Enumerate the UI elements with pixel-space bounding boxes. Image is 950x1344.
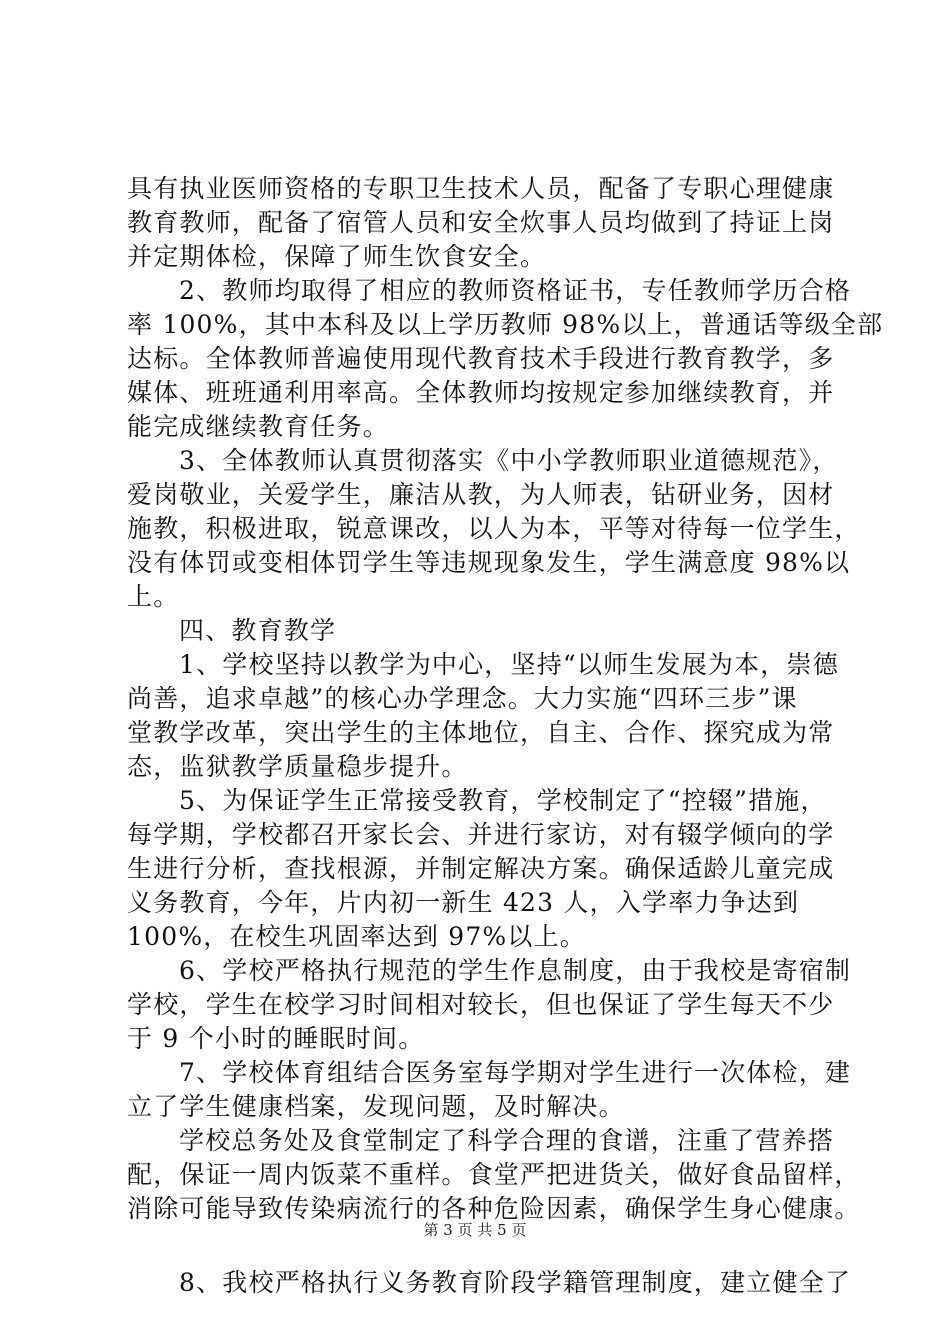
text-line: 于 9 个小时的睡眠时间。 [127,1024,425,1053]
paragraph [127,1266,852,1300]
paragraph [127,172,837,274]
text-line: 媒体、班班通利用率高。全体教师均按规定参加继续教育，并 [127,378,835,407]
text-line: 学校，学生在校学习时间相对较长，但也保证了学生每天不少 [127,990,835,1019]
text-line: 每学期，学校都召开家长会、并进行家访，对有辍学倾向的学 [127,820,835,849]
paragraph [127,1124,861,1226]
text-line: 5、为保证学生正常接受教育，学校制定了“控辍”措施， [179,786,827,815]
text-line: 2、教师均取得了相应的教师资格证书，专任教师学历合格 [179,276,852,305]
paragraph [127,648,837,784]
paragraph [127,954,852,1056]
text-line: 学校总务处及食堂制定了科学合理的食谱，注重了营养搭 [179,1126,835,1155]
page-number-footer: 第 3 页 共 5 页 [423,1221,527,1239]
text-line: 配，保证一周内饭菜不重样。食堂严把进货关，做好食品留样， [127,1160,861,1189]
text-line: 能完成继续教育任务。 [127,412,390,441]
text-line: 1、学校坚持以教学为中心，坚持“以师生发展为本，崇德 [179,650,839,679]
text-line: 教育教师，配备了宿管人员和安全炊事人员均做到了持证上岗 [127,208,835,237]
text-line: 达标。全体教师普遍使用现代教育技术手段进行教育教学，多 [127,344,835,373]
text-line: 态，监狱教学质量稳步提升。 [127,752,468,781]
text-line: 3、全体教师认真贯彻落实《中小学教师职业道德规范》， [179,446,839,475]
text-line: 上。 [127,582,180,611]
text-line: 7、学校体育组结合医务室每学期对学生进行一次体检，建 [179,1058,852,1087]
section-heading [127,614,837,648]
paragraph [127,784,837,954]
paragraph [127,1056,852,1124]
text-line: 生进行分析，查找根源，并制定解决方案。确保适龄儿童完成 [127,854,835,883]
document-body [127,172,884,1300]
paragraph [127,274,884,444]
text-line: 6、学校严格执行规范的学生作息制度，由于我校是寄宿制 [179,956,852,985]
text-line: 并定期体检，保障了师生饮食安全。 [127,242,547,271]
text-line: 堂教学改革，突出学生的主体地位，自主、合作、探究成为常 [127,718,835,747]
text-line: 施教，积极进取，锐意课改，以人为本，平等对待每一位学生， [127,514,861,543]
text-line: 立了学生健康档案，发现问题，及时解决。 [127,1092,625,1121]
paragraph [127,444,861,614]
text-line: 义务教育，今年，片内初一新生 423 人，入学率力争达到 [127,888,800,917]
text-line: 100%，在校生巩固率达到 97%以上。 [127,922,586,951]
heading-text: 四、教育教学 [179,616,337,645]
text-line: 消除可能导致传染病流行的各种危险因素，确保学生身心健康。 [127,1194,861,1223]
text-line: 没有体罚或变相体罚学生等违规现象发生，学生满意度 98%以 [127,548,851,577]
text-line: 爱岗敬业，关爱学生，廉洁从教，为人师表，钻研业务，因材 [127,480,835,509]
text-line: 尚善，追求卓越”的核心办学理念。大力实施“四环三步”课 [127,684,798,713]
text-line: 8、我校严格执行义务教育阶段学籍管理制度，建立健全了 [179,1268,852,1297]
text-line: 具有执业医师资格的专职卫生技术人员，配备了专职心理健康 [127,174,835,203]
text-line: 率 100%，其中本科及以上学历教师 98%以上，普通话等级全部 [127,310,884,339]
